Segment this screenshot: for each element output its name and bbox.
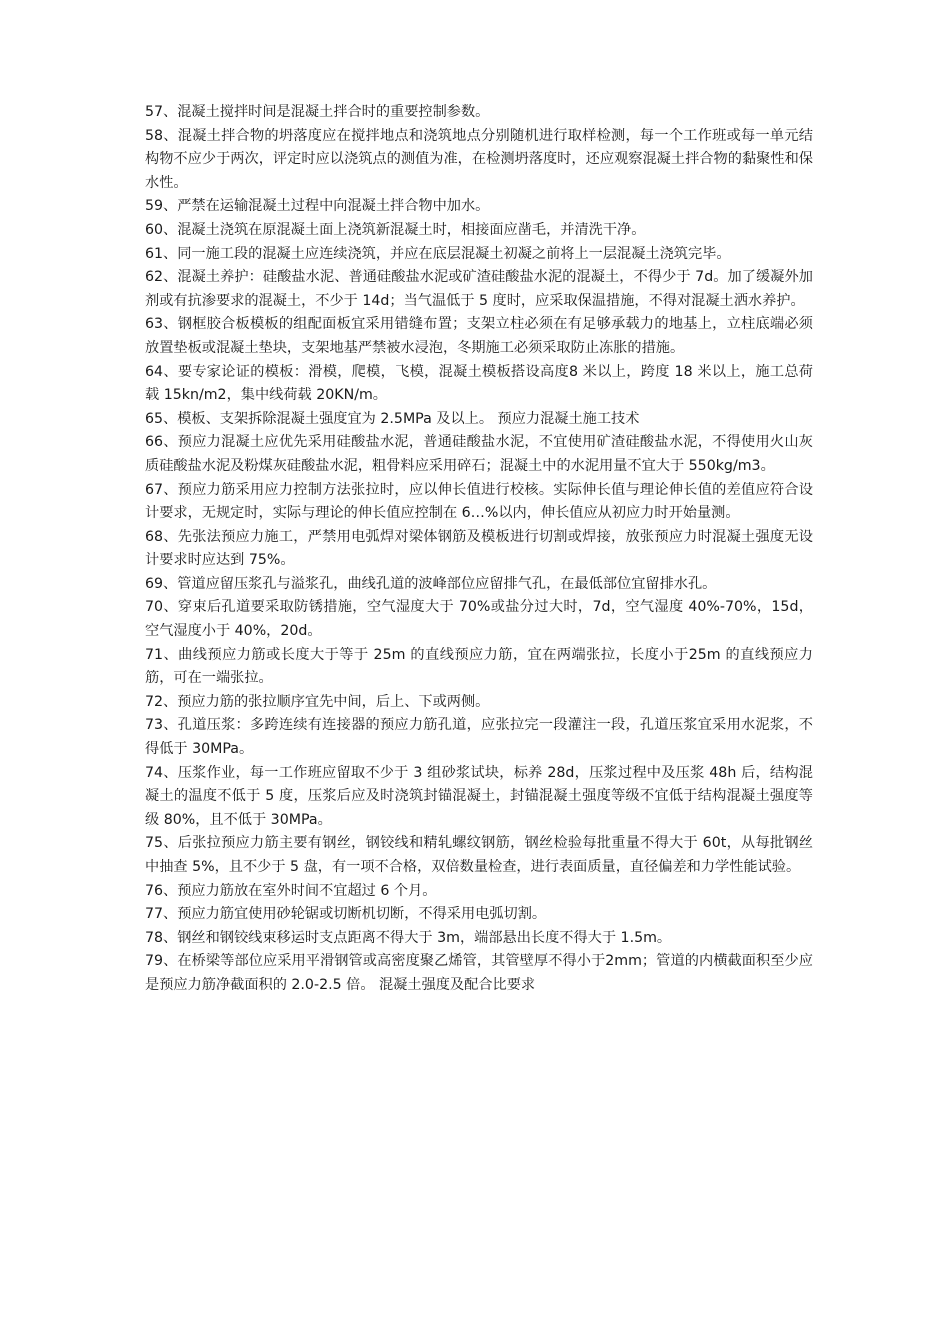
paragraph-73: 73、孔道压浆：多跨连续有连接器的预应力筋孔道，应张拉完一段灌注一段，孔道压浆宜采用水泥浆，不得低于 30MPa。 bbox=[145, 717, 813, 758]
paragraph-71: 71、曲线预应力筋或长度大于等于 25m 的直线预应力筋，宜在两端张拉，长度小于25m 的直线预应力筋，可在一端张拉。 bbox=[145, 646, 813, 687]
paragraph-69: 69、管道应留压浆孔与溢浆孔，曲线孔道的波峰部位应留排气孔，在最低部位宜留排水孔。 bbox=[145, 575, 717, 592]
paragraph-58: 58、混凝土拌合物的坍落度应在搅拌地点和浇筑地点分别随机进行取样检测，每一个工作班或每一单元结构物不应少于两次，评定时应以浇筑点的测值为准，在检测坍落度时，还应观察混凝土拌合物的黏聚性和保水性。 bbox=[145, 127, 813, 191]
paragraph-61: 61、同一施工段的混凝土应连续浇筑，并应在底层混凝土初凝之前将上一层混凝土浇筑完毕。 bbox=[145, 245, 731, 262]
paragraph-67: 67、预应力筋采用应力控制方法张拉时，应以伸长值进行校核。实际伸长值与理论伸长值的差值应符合设计要求，无规定时，实际与理论的伸长值应控制在 6…%以内，伸长值应从初应力时开始量测。 bbox=[145, 481, 813, 522]
paragraph-63: 63、钢框胶合板模板的组配面板宜采用错缝布置；支架立柱必须在有足够承载力的地基上，立柱底端必须放置垫板或混凝土垫块，支架地基严禁被水浸泡，冬期施工必须采取防止冻胀的措施。 bbox=[145, 316, 813, 356]
paragraph-79: 79、在桥梁等部位应采用平滑钢管或高密度聚乙烯管，其管壁厚不得小于2mm；管道的内横截面积至少应是预应力筋净截面积的 2.0-2.5 倍。 混凝土强度及配合比要求 bbox=[145, 953, 813, 993]
paragraph-62: 62、混凝土养护：硅酸盐水泥、普通硅酸盐水泥或矿渣硅酸盐水泥的混凝土，不得少于 7d。加了缓凝外加剂或有抗渗要求的混凝土，不少于 14d；当气温低于 5 度时，应采取保温措施，不得对混凝土洒水养护。 bbox=[145, 269, 813, 309]
paragraph-74: 74、压浆作业，每一工作班应留取不少于 3 组砂浆试块，标养 28d，压浆过程中及压浆 48h 后，结构混凝土的温度不低于 5 度，压浆后应及时浇筑封锚混凝土，封锚混凝土强度等级不宜低于结构混凝土强度等级 80%，且不低于 30MPa。 bbox=[145, 764, 813, 828]
paragraph-65: 65、模板、支架拆除混凝土强度宜为 2.5MPa 及以上。 预应力混凝土施工技术 bbox=[145, 410, 640, 427]
paragraph-75: 75、后张拉预应力筋主要有钢丝，钢铰线和精轧螺纹钢筋，钢丝检验每批重量不得大于 60t，从每批钢丝中抽查 5%，且不少于 5 盘，有一项不合格，双倍数量检查，进行表面质量，直径偏差和力学性能试验。 bbox=[145, 835, 813, 875]
paragraph-76: 76、预应力筋放在室外时间不宜超过 6 个月。 bbox=[145, 882, 437, 899]
paragraph-77: 77、预应力筋宜使用砂轮锯或切断机切断，不得采用电弧切割。 bbox=[145, 906, 547, 923]
paragraph-78: 78、钢丝和钢铰线束移运时支点距离不得大于 3m，端部悬出长度不得大于 1.5m。 bbox=[145, 929, 672, 946]
document-body bbox=[145, 101, 813, 998]
paragraph-70: 70、穿束后孔道要采取防锈措施，空气湿度大于 70%或盐分过大时，7d，空气湿度 40%-70%，15d，空气湿度小于 40%，20d。 bbox=[145, 599, 813, 640]
paragraph-72: 72、预应力筋的张拉顺序宜先中间，后上、下或两侧。 bbox=[145, 693, 490, 710]
paragraph-68: 68、先张法预应力施工，严禁用电弧焊对梁体钢筋及模板进行切割或焊接，放张预应力时混凝土强度无设计要求时应达到 75%。 bbox=[145, 528, 813, 569]
paragraph-64: 64、要专家论证的模板：滑模，爬模，飞模，混凝土模板搭设高度8 米以上，跨度 18 米以上，施工总荷载 15kn/m2，集中线荷载 20KN/m。 bbox=[145, 363, 813, 404]
paragraph-59: 59、严禁在运输混凝土过程中向混凝土拌合物中加水。 bbox=[145, 198, 490, 215]
paragraph-60: 60、混凝土浇筑在原混凝土面上浇筑新混凝土时，相接面应凿毛，并清洗干净。 bbox=[145, 221, 646, 238]
paragraph-66: 66、预应力混凝土应优先采用硅酸盐水泥，普通硅酸盐水泥，不宜使用矿渣硅酸盐水泥，不得使用火山灰质硅酸盐水泥及粉煤灰硅酸盐水泥，粗骨料应采用碎石；混凝土中的水泥用量不宜大于 550kg/m3。 bbox=[145, 434, 813, 474]
paragraph-57: 57、混凝土搅拌时间是混凝土拌合时的重要控制参数。 bbox=[145, 104, 490, 120]
